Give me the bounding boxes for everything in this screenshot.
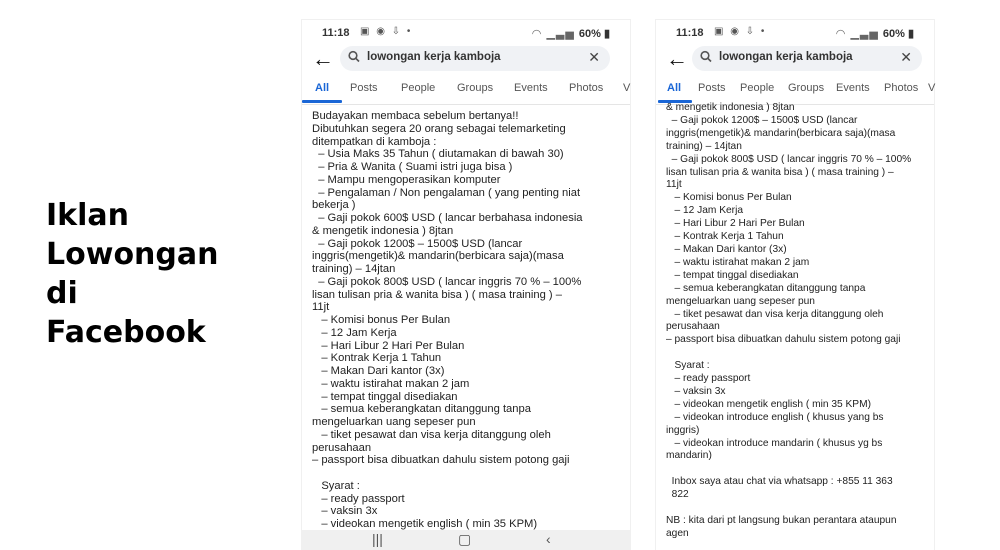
post-line: – tempat tinggal disediakan: [312, 390, 458, 403]
post-line: – videokan mengetik english ( min 35 KPM): [666, 398, 871, 410]
headline-line: Lowongan: [46, 237, 219, 272]
post-line: – ready passport: [666, 373, 751, 385]
post-line: – videokan mengetik english ( min 35 KPM): [312, 518, 538, 530]
search-filter-tabs: [302, 78, 630, 105]
battery-icon: ▮: [907, 28, 914, 40]
post-line: – Gaji pokok 1200$ – 1500$ USD (lancar: [666, 114, 858, 126]
post-line: – Makan Dari kantor (3x): [312, 365, 445, 377]
post-line: – Gaji pokok 800$ USD ( lancar inggris 70 % – 100%: [312, 275, 582, 288]
post-text: [312, 110, 622, 531]
post-line: – Mampu mengoperasikan komputer: [312, 173, 501, 186]
headline: [46, 196, 219, 352]
clear-search-icon[interactable]: ✕: [900, 49, 912, 65]
status-bar: [656, 20, 934, 44]
post-line: lisan tulisan pria & wanita bisa ) ( masa training ) –: [312, 288, 562, 301]
nav-back-icon[interactable]: ‹: [546, 531, 551, 547]
headline-line: Facebook: [46, 315, 206, 350]
status-time: 11:18: [322, 27, 350, 39]
battery-icon: ▮: [603, 28, 610, 40]
search-query[interactable]: lowongan kerja kamboja: [367, 51, 501, 63]
post-line: NB : kita dari pt langsung bukan perantara ataupun: [666, 515, 897, 526]
tab-all[interactable]: All: [315, 82, 330, 94]
post-line: – waktu istirahat makan 2 jam: [312, 377, 470, 390]
search-bar[interactable]: [692, 46, 922, 71]
post-line: Dibutuhkan segera 20 orang sebagai telemarketing: [312, 122, 566, 135]
post-line: – Gaji pokok 800$ USD ( lancar inggris 70 % – 100%: [666, 153, 912, 165]
post-line: 11jt: [312, 301, 330, 314]
post-line: – Hari Libur 2 Hari Per Bulan: [312, 339, 465, 352]
headline-line: Iklan: [46, 198, 129, 233]
phone-screenshot-2: [656, 20, 934, 550]
post-line: – Kontrak Kerja 1 Tahun: [312, 352, 442, 365]
post-line: perusahaan: [312, 441, 372, 454]
post-line: – videokan introduce english ( khusus yang bs: [666, 411, 884, 423]
post-line: – videokan introduce mandarin ( khusus yg bs: [666, 437, 883, 449]
tab-people[interactable]: People: [740, 82, 775, 94]
search-bar[interactable]: [340, 46, 610, 71]
post-line: – Makan Dari kantor (3x): [666, 243, 787, 255]
signal-icon: ◠ ▁▃▅: [531, 28, 575, 40]
post-line: – semua keberangkatan ditanggung tanpa: [312, 403, 531, 416]
post-line: – waktu istirahat makan 2 jam: [666, 256, 810, 268]
post-line: agen: [666, 527, 689, 539]
post-line: Inbox saya atau chat via whatsapp : +855 11 363: [666, 476, 893, 488]
post-line: Syarat :: [666, 360, 710, 372]
post-line: – Gaji pokok 600$ USD ( lancar berbahasa indonesia: [312, 212, 583, 224]
post-line: – tempat tinggal disediakan: [666, 269, 799, 281]
post-line: – Pengalaman / Non pengalaman ( yang penting niat: [312, 186, 581, 199]
tab-groups[interactable]: Groups: [788, 82, 825, 94]
search-filter-tabs: [656, 78, 934, 105]
post-line: – tiket pesawat dan visa kerja ditanggung oleh: [312, 428, 551, 441]
post-line: inggris(mengetik)& mandarin(berbicara saja)(masa: [666, 127, 896, 139]
post-line: – Pria & Wanita ( Suami istri juga bisa ): [312, 161, 513, 173]
post-line: Budayakan membaca sebelum bertanya!!: [312, 110, 519, 122]
post-line: inggris): [666, 424, 700, 436]
post-line: & mengetik indonesia ) 8jtan: [666, 102, 795, 113]
tab-groups[interactable]: Groups: [457, 82, 494, 94]
active-tab-indicator: [302, 100, 342, 103]
tab-events[interactable]: Events: [836, 82, 870, 94]
status-bar: [302, 20, 630, 44]
post-line: mengeluarkan uang sepeser pun: [312, 416, 476, 428]
post-line: – Komisi bonus Per Bulan: [312, 314, 451, 326]
post-line: 822: [666, 489, 689, 501]
post-line: – vaksin 3x: [312, 505, 378, 518]
post-line: 11jt: [666, 179, 682, 191]
post-line: training) – 14jtan: [666, 140, 742, 152]
headline-line: di: [46, 276, 78, 311]
post-line: Syarat :: [312, 479, 360, 492]
post-line: – vaksin 3x: [666, 385, 726, 397]
tab-posts[interactable]: Posts: [698, 82, 726, 94]
tab-all[interactable]: All: [667, 82, 682, 94]
search-query[interactable]: lowongan kerja kamboja: [719, 51, 853, 63]
tab-videos[interactable]: V: [623, 82, 631, 94]
post-line: – Usia Maks 35 Tahun ( diutamakan di bawah 30): [312, 148, 564, 161]
battery-status: [836, 27, 914, 40]
post-line: – tiket pesawat dan visa kerja ditanggung oleh: [666, 308, 884, 320]
post-line: [312, 467, 622, 480]
battery-percent: 60%: [578, 28, 601, 40]
phone-screenshot-1: [302, 20, 630, 550]
post-line: ditempatkan di kamboja :: [312, 135, 437, 148]
battery-percent: 60%: [882, 28, 905, 40]
tab-photos[interactable]: Photos: [884, 82, 919, 94]
android-nav-bar: [302, 530, 630, 550]
home-icon[interactable]: ▢: [458, 531, 472, 547]
post-line: mandarin): [666, 450, 712, 462]
tab-videos[interactable]: V: [928, 82, 936, 94]
tab-people[interactable]: People: [401, 82, 436, 94]
post-line: – Hari Libur 2 Hari Per Bulan: [666, 218, 805, 230]
post-line: [666, 347, 926, 360]
post-line: bekerja ): [312, 199, 356, 212]
notification-icons: ▣ ◉ ⇩ •: [714, 26, 767, 37]
post-line: inggris(mengetik)& mandarin(berbicara saja)(masa: [312, 250, 564, 263]
post-line: [666, 463, 926, 476]
post-line: – passport bisa dibuatkan dahulu sistem potong gaji: [666, 334, 901, 346]
status-time: 11:18: [676, 27, 704, 39]
post-line: – Gaji pokok 1200$ – 1500$ USD (lancar: [312, 237, 523, 250]
post-text: [666, 102, 926, 541]
post-line: – 12 Jam Kerja: [666, 205, 744, 217]
back-arrow-icon[interactable]: ←: [312, 46, 334, 71]
clear-search-icon[interactable]: ✕: [588, 49, 600, 65]
tab-events[interactable]: Events: [514, 82, 548, 94]
post-line: – semua keberangkatan ditanggung tanpa: [666, 282, 866, 294]
post-line: – 12 Jam Kerja: [312, 326, 397, 339]
post-line: – passport bisa dibuatkan dahulu sistem potong gaji: [312, 454, 570, 467]
post-line: perusahaan: [666, 321, 720, 333]
post-line: – Komisi bonus Per Bulan: [666, 192, 792, 204]
post-line: mengeluarkan uang sepeser pun: [666, 295, 815, 307]
tab-photos[interactable]: Photos: [569, 82, 604, 94]
back-arrow-icon[interactable]: ←: [666, 46, 688, 71]
post-line: – Kontrak Kerja 1 Tahun: [666, 231, 784, 243]
post-line: – ready passport: [312, 492, 405, 505]
battery-status: [532, 27, 610, 40]
recent-apps-icon[interactable]: |||: [372, 531, 383, 547]
signal-icon: ◠ ▁▃▅: [835, 28, 879, 40]
notification-icons: ▣ ◉ ⇩ •: [360, 26, 413, 37]
post-line: training) – 14jtan: [312, 263, 396, 275]
search-icon: [348, 49, 360, 65]
post-line: lisan tulisan pria & wanita bisa ) ( masa training ) –: [666, 166, 894, 178]
post-line: [666, 502, 926, 515]
search-icon: [700, 49, 712, 65]
post-line: & mengetik indonesia ) 8jtan: [312, 224, 454, 237]
tab-posts[interactable]: Posts: [350, 82, 378, 94]
